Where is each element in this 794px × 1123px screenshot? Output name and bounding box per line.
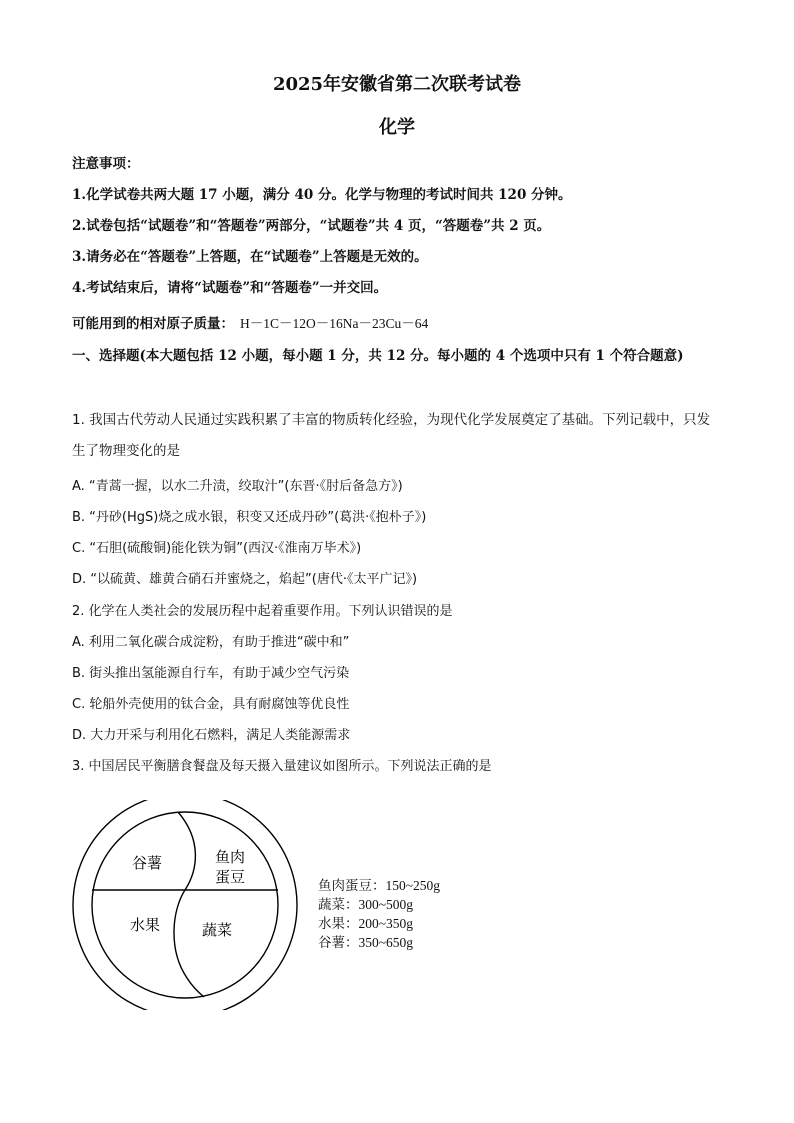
intake-fruit: 水果：200~350g [318,916,414,931]
note-item-4: 4.考试结束后，请将“试题卷”和“答题卷”一并交回。 [72,280,388,296]
question-3-stem: 3. 中国居民平衡膳食餐盘及每天摄入量建议如图所示。下列说法正确的是 [72,759,492,774]
plate-label-fish-meat: 鱼肉 [215,848,246,866]
q2-option-c: C. 轮船外壳使用的钛合金，具有耐腐蚀等优良性 [72,697,350,712]
balanced-diet-plate [70,800,300,1010]
daily-intake-list [318,876,440,952]
plate-inner-ring [92,812,278,998]
note-item-3: 3.请务必在“答题卷”上答题，在“试题卷”上答题是无效的。 [72,249,428,265]
notes-heading: 注意事项： [72,156,140,172]
q1-option-a: A. “青蒿一握，以水二升渍，绞取汁”(东晋·《肘后备急方》) [72,479,403,494]
plate-label-vegetables: 蔬菜 [202,921,233,939]
section-1-heading: 一、选择题(本大题包括 12 小题，每小题 1 分，共 12 分。每小题的 4 个选项中只有 1 个符合题意) [72,348,684,364]
plate-outer-ring [73,800,297,1010]
q2-option-a: A. 利用二氧化碳合成淀粉，有助于推进“碳中和” [72,635,350,650]
q2-option-d: D. 大力开采与利用化石燃料，满足人类能源需求 [72,728,351,743]
atomic-mass-values: H－1C－12O－16Na－23Cu－64 [240,316,429,331]
atomic-mass-line [72,312,428,332]
q2-option-b: B. 街头推出氢能源自行车，有助于减少空气污染 [72,666,350,681]
plate-curved-divider [174,812,204,997]
q1-option-c: C. “石胆(硫酸铜)能化铁为铜”(西汉·《淮南万毕术》) [72,541,362,556]
plate-label-egg-bean: 蛋豆 [215,868,246,886]
note-item-2: 2.试卷包括“试题卷”和“答题卷”两部分，“试题卷”共 4 页，“答题卷”共 2 页。 [72,218,551,234]
intake-grains: 谷薯：350~650g [318,935,414,950]
q1-option-b: B. “丹砂(HgS)烧之成水银，积变又还成丹砂”(葛洪·《抱朴子》) [72,510,427,525]
question-1-stem: 1. 我国古代劳动人民通过实践积累了丰富的物质转化经验，为现代化学发展奠定了基础。下列记载中，只发生了物理变化的是 [72,412,711,459]
intake-fish-meat-egg-bean: 鱼肉蛋豆：150~250g [318,878,441,893]
atomic-mass-label: 可能用到的相对原子质量： [72,316,234,332]
note-item-1: 1.化学试卷共两大题 17 小题，满分 40 分。化学与物理的考试时间共 120 分钟。 [72,187,572,203]
intake-vegetables: 蔬菜：300~500g [318,897,414,912]
question-2-stem: 2. 化学在人类社会的发展历程中起着重要作用。下列认识错误的是 [72,604,453,619]
plate-label-fruit: 水果 [130,916,161,934]
subject-title: 化学 [379,117,415,138]
plate-label-grains: 谷薯 [132,854,163,872]
exam-title: 2025年安徽省第二次联考试卷 [272,74,522,95]
q1-option-d: D. “以硫黄、雄黄合硝石并蜜烧之，焰起”(唐代·《太平广记》) [72,572,418,587]
